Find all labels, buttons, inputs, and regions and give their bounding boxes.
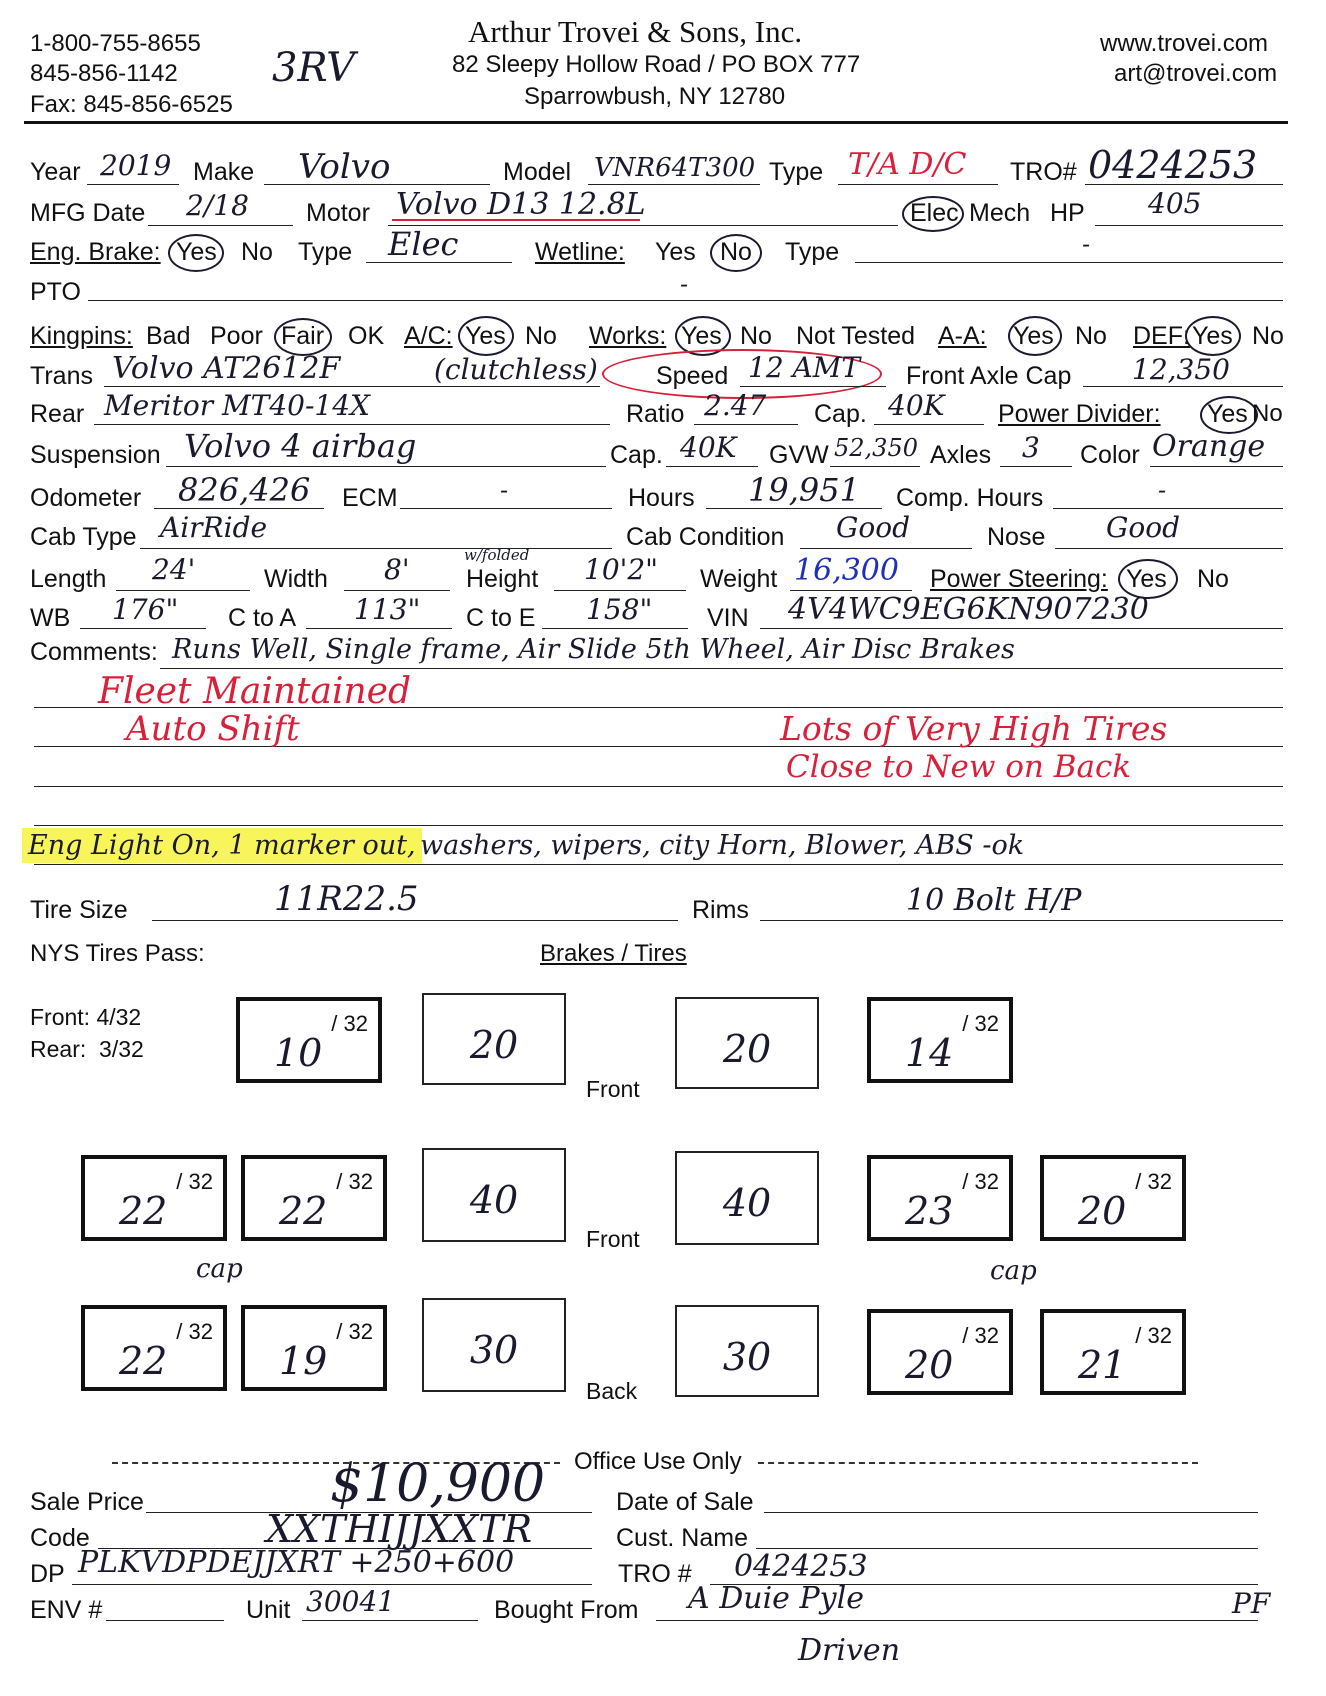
wb-line (80, 628, 206, 629)
brake-box-back-right (675, 1305, 819, 1397)
per32-label: / 32 (336, 1169, 373, 1194)
width-line (344, 590, 450, 591)
rims-label: Rims (692, 896, 749, 924)
kingpins-poor: Poor (210, 322, 263, 350)
per32-label: / 32 (336, 1319, 373, 1344)
susp-cap-line (666, 466, 758, 467)
bought-from-line (656, 1620, 1258, 1621)
color-label: Color (1080, 441, 1140, 469)
sale-price-value: $10,900 (330, 1454, 546, 1514)
office-dash-right (758, 1462, 1198, 1464)
tire-tread-value: 20 (1078, 1189, 1127, 1233)
front-axle-label-2: Front (586, 1226, 640, 1252)
brake-value: 40 (469, 1178, 519, 1222)
unit-label: Unit (246, 1596, 291, 1624)
comments-line-1-text: Runs Well, Single frame, Air Slide 5th Wheel, Air Disc Brakes (172, 634, 1015, 665)
c-to-a-line (306, 628, 452, 629)
trans-label: Trans (30, 362, 93, 390)
comments-label: Comments: (30, 638, 158, 666)
mfg-date-value: 2/18 (186, 189, 249, 222)
cab-condition-label: Cab Condition (626, 523, 785, 551)
odometer-value: 826,426 (178, 471, 311, 509)
cab-type-value: AirRide (160, 511, 268, 544)
eng-brake-yes: Yes (176, 238, 217, 266)
length-value: 24' (152, 553, 196, 586)
power-steering-no: No (1197, 565, 1229, 593)
c-to-a-label: C to A (228, 604, 297, 632)
ac-no: No (525, 322, 557, 350)
front-axle-cap-line (1083, 386, 1283, 387)
trans-value: Volvo AT2612F (112, 351, 341, 386)
c-to-e-label: C to E (466, 604, 536, 632)
cap-note-right: cap (990, 1256, 1037, 1286)
susp-cap-value: 40K (680, 431, 737, 464)
power-divider-label: Power Divider: (998, 400, 1161, 428)
width-label: Width (264, 565, 328, 593)
comments-line-5 (34, 825, 1283, 826)
tire-box-steer-left (236, 997, 382, 1083)
comments-line-6 (34, 864, 1283, 865)
tire-tread-value: 20 (905, 1343, 954, 1387)
rims-value: 10 Bolt H/P (906, 883, 1082, 918)
brakes-tires-heading: Brakes / Tires (540, 940, 687, 967)
pto-value: - (680, 270, 689, 298)
motor-red-underline (392, 219, 640, 221)
axles-label: Axles (930, 441, 992, 469)
model-line (588, 184, 760, 185)
hours-value: 19,951 (748, 471, 860, 509)
tire-box-back-inner-left (241, 1305, 387, 1391)
gvw-line (830, 466, 920, 467)
tro-value: 0424253 (1088, 143, 1258, 187)
tire-box-back-outer-right (1040, 1309, 1186, 1395)
power-steering-label: Power Steering: (930, 565, 1108, 593)
rims-line (760, 920, 1283, 921)
front-axle-cap-label: Front Axle Cap (906, 362, 1072, 390)
wetline-type-value: - (1082, 230, 1091, 258)
mfg-date-label: MFG Date (30, 199, 146, 227)
eng-brake-label: Eng. Brake: (30, 238, 161, 266)
per32-label: / 32 (962, 1011, 999, 1036)
ratio-line (694, 424, 798, 425)
nose-value: Good (1106, 511, 1181, 544)
nys-tires-pass-label: NYS Tires Pass: (30, 940, 205, 967)
speed-value: 12 AMT (748, 351, 861, 384)
tire-tread-value: 22 (119, 1339, 168, 1383)
comments-line-4 (34, 786, 1283, 787)
vin-line (760, 628, 1283, 629)
header-rule (24, 121, 1288, 124)
type-value: T/A D/C (848, 147, 967, 182)
tro-num-value: 0424253 (734, 1549, 868, 1584)
brake-box-steer-left (422, 993, 566, 1085)
motor-label: Motor (306, 199, 370, 227)
cab-condition-value: Good (836, 511, 911, 544)
brake-box-front-right (675, 1151, 819, 1245)
suspension-value: Volvo 4 airbag (184, 427, 417, 465)
length-label: Length (30, 565, 107, 593)
website: www.trovei.com (1100, 30, 1269, 57)
kingpins-label: Kingpins: (30, 322, 133, 350)
per32-label: / 32 (962, 1169, 999, 1194)
company-name: Arthur Trovei & Sons, Inc. (468, 14, 803, 49)
company-address-2: Sparrowbush, NY 12780 (524, 83, 786, 110)
unit-value: 30041 (306, 1585, 396, 1618)
rear-requirement: Rear: 3/32 (30, 1036, 144, 1062)
bought-from-label: Bought From (494, 1596, 639, 1624)
hp-label: HP (1050, 199, 1085, 227)
sale-price-label: Sale Price (30, 1488, 144, 1516)
tire-tread-value: 21 (1078, 1343, 1127, 1387)
mech-label: Mech (969, 199, 1031, 227)
cust-name-label: Cust. Name (616, 1524, 748, 1552)
rear-cap-line (874, 424, 984, 425)
tire-size-line (152, 920, 678, 921)
year-line (87, 184, 179, 185)
weight-label: Weight (700, 565, 778, 593)
works-not-tested: Not Tested (796, 322, 916, 350)
tire-tread-value: 22 (279, 1189, 328, 1233)
driven-note: Driven (798, 1633, 901, 1668)
rear-cap-label: Cap. (814, 400, 867, 428)
height-label: Height (466, 565, 539, 593)
trans-line (104, 386, 600, 387)
comp-hours-value: - (1158, 476, 1167, 504)
brake-value: 20 (469, 1023, 519, 1067)
per32-label: / 32 (331, 1011, 368, 1036)
aa-label: A-A: (938, 322, 987, 350)
comments-line-6-text: washers, wipers, city Horn, Blower, ABS -ok (420, 830, 1025, 861)
kingpins-ok: OK (348, 322, 385, 350)
suspension-label: Suspension (30, 441, 161, 469)
speed-label: Speed (656, 362, 729, 390)
date-of-sale-line (764, 1512, 1258, 1513)
pto-line (88, 300, 1283, 301)
ecm-line (400, 508, 612, 509)
per32-label: / 32 (176, 1169, 213, 1194)
length-line (116, 590, 250, 591)
ac-label: A/C: (404, 322, 453, 350)
eng-brake-type-value: Elec (388, 225, 459, 263)
ecm-value: - (500, 476, 509, 504)
comp-hours-line (1053, 508, 1283, 509)
hp-line (1095, 225, 1283, 226)
per32-label: / 32 (176, 1319, 213, 1344)
wb-value: 176" (112, 593, 179, 626)
tire-tread-value: 14 (905, 1031, 954, 1075)
phone-2: 845-856-1142 (30, 60, 178, 87)
cab-condition-line (800, 548, 972, 549)
tire-tread-value: 19 (279, 1339, 328, 1383)
brake-value: 40 (722, 1181, 772, 1225)
vin-value: 4V4WC9EG6KN907230 (788, 592, 1149, 627)
speed-line (740, 386, 886, 387)
kingpins-bad: Bad (146, 322, 191, 350)
model-value: VNR64T300 (594, 153, 756, 183)
tire-box-steer-right (867, 997, 1013, 1083)
wetline-type-line (855, 262, 1283, 263)
color-line (1150, 466, 1283, 467)
make-value: Volvo (298, 147, 391, 187)
brake-box-steer-right (675, 997, 819, 1089)
bought-from-value: A Duie Pyle (688, 1581, 864, 1616)
tire-box-back-outer-left (81, 1305, 227, 1391)
tire-box-front-inner-right (867, 1155, 1013, 1241)
eng-brake-type-label: Type (298, 238, 353, 266)
power-divider-no: No (1252, 400, 1283, 427)
aa-yes: Yes (1013, 322, 1054, 350)
height-line (554, 590, 686, 591)
gvw-label: GVW (769, 441, 829, 469)
tire-box-back-inner-right (867, 1309, 1013, 1395)
power-divider-yes: Yes (1207, 400, 1248, 428)
trans-note: (clutchless) (434, 353, 598, 386)
wetline-label: Wetline: (535, 238, 625, 266)
brake-value: 30 (469, 1328, 519, 1372)
comments-line-6-highlight: Eng Light On, 1 marker out, (22, 828, 422, 863)
elec-label: Elec (910, 199, 959, 227)
tro-label: TRO# (1010, 158, 1077, 186)
brake-box-back-left (422, 1298, 566, 1392)
gvw-value: 52,350 (834, 434, 918, 462)
comments-line-3-text: Auto Shift (126, 709, 300, 749)
tro-num-label: TRO # (618, 1560, 692, 1588)
rear-value: Meritor MT40-14X (104, 389, 370, 422)
env-label: ENV # (30, 1596, 103, 1624)
date-of-sale-label: Date of Sale (616, 1488, 754, 1516)
initials-note: 3RV (272, 45, 356, 91)
brake-box-front-left (422, 1148, 566, 1242)
height-value: 10'2" (584, 553, 659, 586)
fax: Fax: 845-856-6525 (30, 91, 233, 118)
nose-label: Nose (987, 523, 1046, 551)
dp-value: PLKVDPDEJJXRT +250+600 (78, 1545, 515, 1580)
comments-line-1 (160, 668, 1283, 669)
model-label: Model (503, 158, 572, 186)
ratio-label: Ratio (626, 400, 685, 428)
cap-note-left: cap (196, 1254, 243, 1284)
works-yes: Yes (681, 322, 722, 350)
odometer-label: Odometer (30, 484, 142, 512)
rear-cap-value: 40K (888, 389, 945, 422)
width-value: 8' (384, 553, 410, 586)
wb-label: WB (30, 604, 71, 632)
make-label: Make (193, 158, 255, 186)
works-label: Works: (589, 322, 667, 350)
c-to-e-line (542, 628, 688, 629)
hp-value: 405 (1148, 187, 1202, 220)
rear-line (94, 424, 610, 425)
axles-value: 3 (1022, 431, 1040, 464)
height-note: w/folded (464, 546, 530, 564)
year-value: 2019 (100, 149, 172, 182)
phone-1: 1-800-755-8655 (30, 30, 201, 57)
tire-size-label: Tire Size (30, 896, 128, 924)
tire-tread-value: 23 (905, 1189, 954, 1233)
front-axle-cap-value: 12,350 (1132, 353, 1230, 386)
motor-line (388, 225, 898, 226)
per32-label: / 32 (962, 1323, 999, 1348)
hours-label: Hours (628, 484, 695, 512)
weight-line (790, 590, 912, 591)
c-to-e-value: 158" (586, 593, 653, 626)
per32-label: / 32 (1135, 1169, 1172, 1194)
per32-label: / 32 (1135, 1323, 1172, 1348)
wetline-no: No (720, 238, 752, 266)
ecm-label: ECM (342, 484, 398, 512)
front-requirement: Front: 4/32 (30, 1004, 142, 1030)
year-label: Year (30, 158, 81, 186)
tire-tread-value: 22 (119, 1189, 168, 1233)
ratio-value: 2.47 (704, 389, 767, 422)
unit-line (302, 1620, 478, 1621)
cab-type-line (140, 548, 612, 549)
color-value: Orange (1152, 429, 1266, 464)
tire-size-value: 11R22.5 (274, 879, 419, 919)
brake-value: 20 (722, 1027, 772, 1071)
def-no: No (1252, 322, 1284, 350)
comments-line-3b-text: Lots of Very High Tires (780, 709, 1168, 748)
axles-line (1000, 466, 1072, 467)
vin-label: VIN (707, 604, 749, 632)
def-label: DEF: (1133, 322, 1190, 350)
tire-box-front-outer-left (81, 1155, 227, 1241)
susp-cap-label: Cap. (610, 441, 663, 469)
code-label: Code (30, 1524, 90, 1552)
ac-yes: Yes (465, 322, 506, 350)
wetline-yes: Yes (655, 238, 696, 266)
c-to-a-value: 113" (354, 593, 421, 626)
kingpins-fair: Fair (281, 322, 325, 350)
eng-brake-no: No (241, 238, 273, 266)
office-use-only-heading: Office Use Only (574, 1448, 742, 1475)
env-line (106, 1620, 224, 1621)
dp-label: DP (30, 1560, 65, 1588)
motor-value: Volvo D13 12.8L (396, 187, 646, 222)
comments-line-4-text: Close to New on Back (786, 749, 1132, 785)
tire-tread-value: 10 (274, 1031, 323, 1075)
comments-line-2-text: Fleet Maintained (98, 671, 412, 712)
power-steering-yes: Yes (1126, 565, 1167, 593)
wetline-type-label: Type (785, 238, 840, 266)
back-axle-label: Back (586, 1378, 638, 1404)
def-yes: Yes (1192, 322, 1233, 350)
nose-line (1055, 548, 1283, 549)
code-value: XXTHIJJXXTR (266, 1507, 533, 1551)
tire-box-front-inner-left (241, 1155, 387, 1241)
suspension-line (166, 466, 606, 467)
cab-type-label: Cab Type (30, 523, 137, 551)
brake-value: 30 (722, 1335, 772, 1379)
mfg-date-line (148, 225, 293, 226)
pto-label: PTO (30, 278, 81, 306)
rear-label: Rear (30, 400, 85, 428)
email: art@trovei.com (1114, 60, 1278, 87)
type-line (838, 184, 998, 185)
pf-initials: PF (1232, 1587, 1271, 1620)
aa-no: No (1075, 322, 1107, 350)
comp-hours-label: Comp. Hours (896, 484, 1044, 512)
works-no: No (740, 322, 772, 350)
company-address-1: 82 Sleepy Hollow Road / PO BOX 777 (452, 51, 861, 78)
type-label: Type (769, 158, 824, 186)
tire-box-front-outer-right (1040, 1155, 1186, 1241)
front-axle-label-1: Front (586, 1076, 640, 1102)
weight-value: 16,300 (794, 553, 899, 588)
